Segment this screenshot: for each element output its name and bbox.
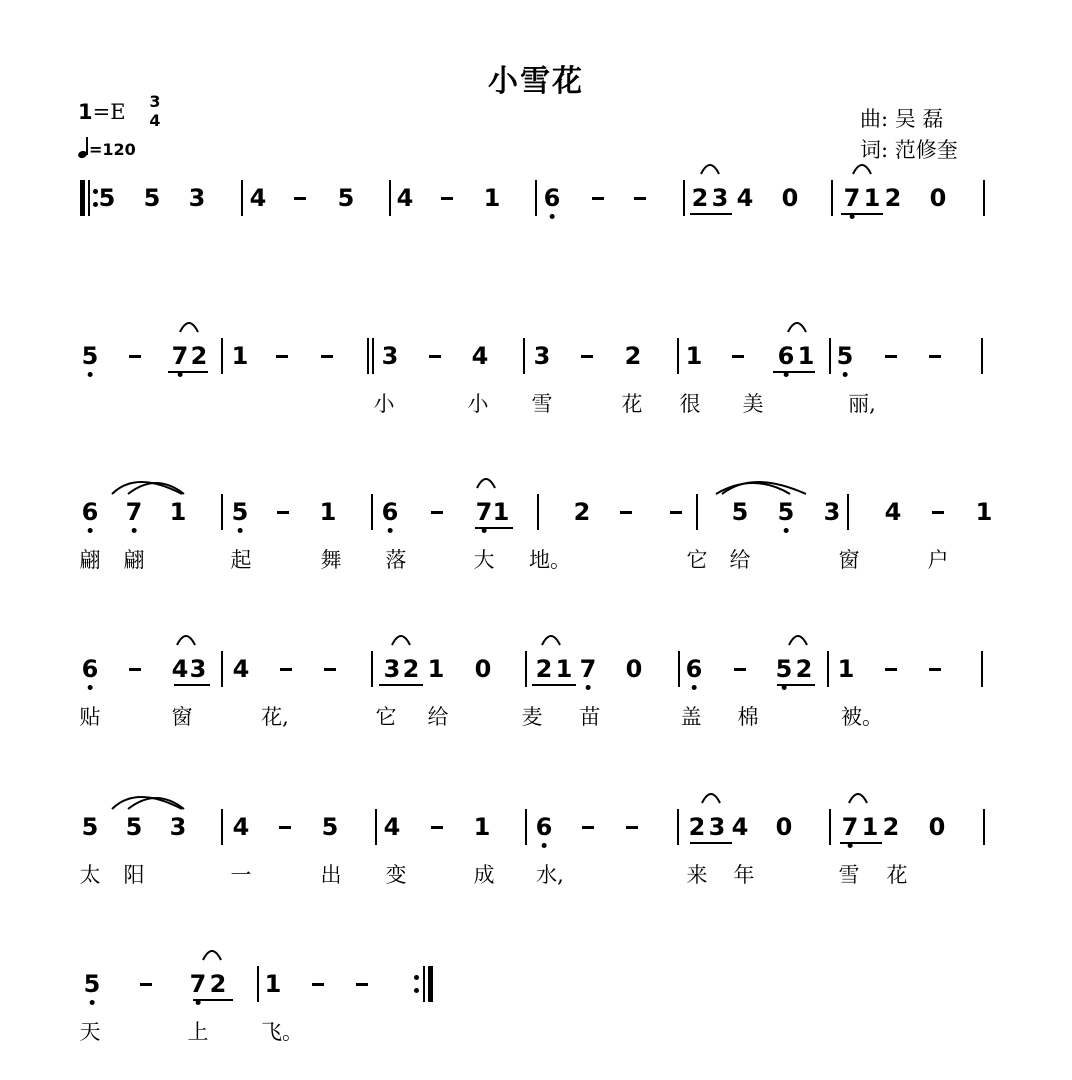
fermata-arc <box>702 794 720 803</box>
note: 2 <box>884 184 902 212</box>
note: 1 <box>863 184 881 212</box>
note: 4 <box>731 813 749 841</box>
lyric-syllable: 被。 <box>841 705 883 729</box>
note: 2 <box>795 655 813 683</box>
note: 3 <box>533 342 551 370</box>
note: 4 <box>232 813 250 841</box>
note: 2 <box>402 655 420 683</box>
note: 6 <box>82 498 99 526</box>
note: 1 <box>861 813 879 841</box>
fermata-arc <box>789 636 807 645</box>
lyric-syllable: 飞。 <box>261 1020 303 1044</box>
lyric-syllable: 起 <box>230 548 252 572</box>
lyric-syllable: 翩 <box>79 548 101 572</box>
note: 7 <box>172 342 189 370</box>
lyric-syllable: 翩 <box>123 548 145 572</box>
lyric-syllable: 变 <box>385 863 407 887</box>
fermata-arc <box>853 165 871 174</box>
note: 2 <box>535 655 553 683</box>
note: 1 <box>473 813 491 841</box>
lyric-syllable: 盖 <box>680 705 702 729</box>
note: 1 <box>492 498 510 526</box>
note: 3 <box>169 813 187 841</box>
song-title: 小雪花 <box>488 64 584 99</box>
note: 5 <box>82 342 99 370</box>
lyric-syllable: 棉 <box>737 705 759 729</box>
time-signature-top: 3 <box>149 92 161 111</box>
note: 7 <box>476 498 493 526</box>
note: 5 <box>837 342 854 370</box>
fermata-arc <box>180 323 198 332</box>
note: 6 <box>536 813 553 841</box>
lyric-syllable: 太 <box>79 863 101 887</box>
note: 3 <box>383 655 401 683</box>
lyricist-credit: 词: 范修奎 <box>860 138 958 162</box>
lyric-syllable: 成 <box>473 863 495 887</box>
note: 5 <box>321 813 339 841</box>
note: 1 <box>797 342 815 370</box>
key-name: =E <box>92 100 126 124</box>
lyric-syllable: 麦 <box>521 705 543 729</box>
lyric-syllable: 它 <box>686 548 708 572</box>
note: 5 <box>125 813 143 841</box>
note: 4 <box>249 184 267 212</box>
note: 5 <box>731 498 749 526</box>
note: 7 <box>844 184 861 212</box>
note: 7 <box>842 813 859 841</box>
note: 1 <box>685 342 703 370</box>
note: 1 <box>231 342 249 370</box>
fermata-arc <box>477 479 495 488</box>
note: 4 <box>471 342 489 370</box>
note: 4 <box>736 184 754 212</box>
lyric-syllable: 阳 <box>123 863 145 887</box>
note: 7 <box>580 655 597 683</box>
lyric-syllable: 很 <box>679 392 701 416</box>
lyric-syllable: 雪 <box>531 392 553 416</box>
note: 2 <box>190 342 208 370</box>
composer-credit: 曲: 吴 磊 <box>860 107 944 131</box>
lyric-syllable: 年 <box>733 863 755 887</box>
key-number: 1 <box>78 100 93 124</box>
fermata-arc <box>392 636 410 645</box>
note: 1 <box>169 498 187 526</box>
note: 3 <box>381 342 399 370</box>
note: 2 <box>688 813 706 841</box>
note: 2 <box>209 970 227 998</box>
lyric-syllable: 舞 <box>320 548 342 572</box>
lyric-syllable: 来 <box>686 863 708 887</box>
note: 1 <box>837 655 855 683</box>
note: 2 <box>691 184 709 212</box>
note: 1 <box>319 498 337 526</box>
note: 4 <box>171 655 189 683</box>
note: 4 <box>383 813 401 841</box>
fermata-arc <box>203 951 221 960</box>
note: 4 <box>396 184 414 212</box>
note: 6 <box>382 498 399 526</box>
note: 3 <box>189 655 207 683</box>
note: 5 <box>98 184 116 212</box>
note: 5 <box>776 655 793 683</box>
note: 1 <box>264 970 282 998</box>
note: 0 <box>928 813 946 841</box>
lyric-syllable: 天 <box>79 1020 101 1044</box>
lyric-syllable: 大 <box>473 548 495 572</box>
note: 6 <box>778 342 795 370</box>
lyric-syllable: 花, <box>261 705 289 729</box>
note: 0 <box>625 655 643 683</box>
note: 5 <box>84 970 101 998</box>
fermata-arc <box>177 636 195 645</box>
lyric-syllable: 花 <box>621 392 643 416</box>
note: 7 <box>190 970 207 998</box>
note: 6 <box>82 655 99 683</box>
note: 1 <box>975 498 993 526</box>
note: 2 <box>882 813 900 841</box>
lyric-syllable: 水, <box>536 863 564 887</box>
lyric-syllable: 出 <box>320 863 342 887</box>
note: 5 <box>337 184 355 212</box>
fermata-arc <box>542 636 560 645</box>
lyric-syllable: 美 <box>742 392 764 416</box>
note: 0 <box>781 184 799 212</box>
lyric-syllable: 落 <box>385 548 407 572</box>
lyric-syllable: 户 <box>927 548 949 572</box>
note: 7 <box>126 498 143 526</box>
note: 5 <box>81 813 99 841</box>
note: 1 <box>483 184 501 212</box>
note: 0 <box>474 655 492 683</box>
time-signature-bottom: 4 <box>149 111 161 130</box>
tempo-value: =120 <box>89 140 136 159</box>
note: 6 <box>544 184 561 212</box>
note: 4 <box>884 498 902 526</box>
note: 5 <box>143 184 161 212</box>
lyric-syllable: 它 <box>375 705 397 729</box>
fermata-arc <box>849 794 867 803</box>
note: 3 <box>188 184 206 212</box>
note: 2 <box>573 498 591 526</box>
note: 5 <box>778 498 795 526</box>
lyric-syllable: 贴 <box>79 705 101 729</box>
note: 4 <box>232 655 250 683</box>
note: 0 <box>929 184 947 212</box>
fermata-arc <box>701 165 719 174</box>
lyric-syllable: 苗 <box>579 705 601 729</box>
lyric-syllable: 上 <box>187 1020 209 1044</box>
lyric-syllable: 给 <box>427 705 449 729</box>
note: 3 <box>711 184 729 212</box>
lyric-syllable: 窗 <box>171 705 193 729</box>
note: 6 <box>686 655 703 683</box>
lyric-syllable: 小 <box>467 392 489 416</box>
lyric-syllable: 丽, <box>848 392 876 416</box>
note: 2 <box>624 342 642 370</box>
fermata-arc <box>788 323 806 332</box>
note: 3 <box>823 498 841 526</box>
note: 1 <box>555 655 573 683</box>
note: 3 <box>708 813 726 841</box>
lyric-syllable: 一 <box>230 863 252 887</box>
note: 5 <box>232 498 249 526</box>
note: 0 <box>775 813 793 841</box>
lyric-syllable: 小 <box>373 392 395 416</box>
lyric-syllable: 花 <box>886 863 908 887</box>
note: 1 <box>427 655 445 683</box>
lyric-syllable: 窗 <box>838 548 860 572</box>
lyric-syllable: 给 <box>729 548 751 572</box>
lyric-syllable: 雪 <box>838 863 860 887</box>
lyric-syllable: 地。 <box>529 548 571 572</box>
